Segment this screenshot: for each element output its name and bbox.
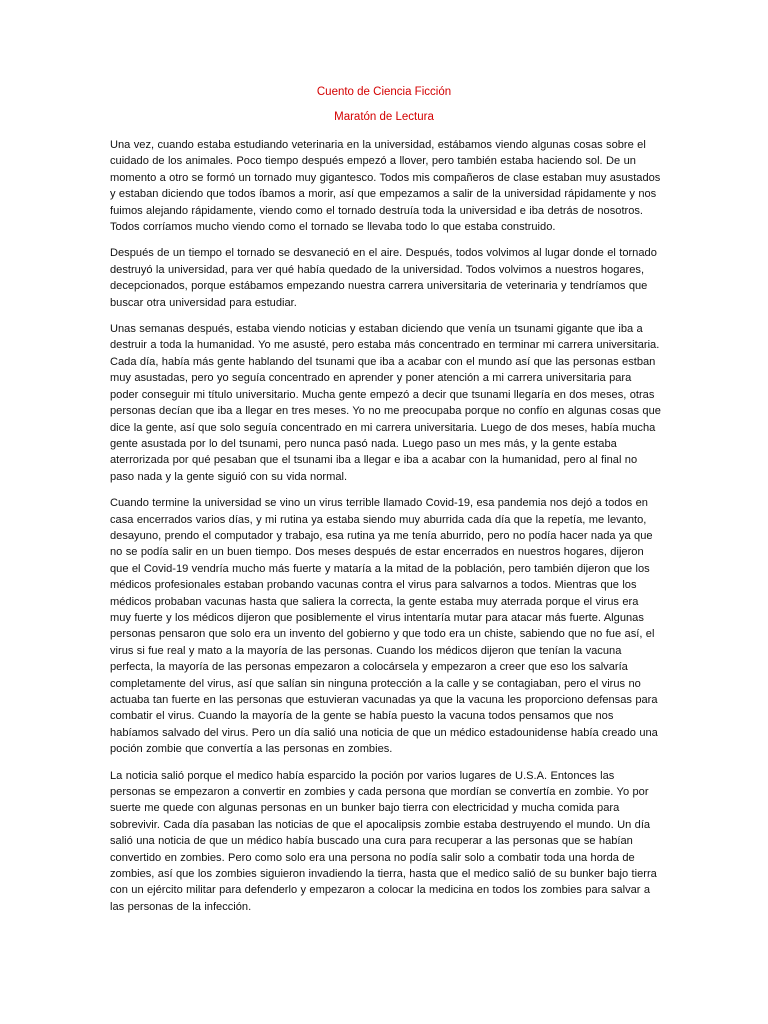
paragraph-2: Después de un tiempo el tornado se desvaneció en el aire. Después, todos volvimos al lugar donde el tornado destruyó la universidad, para ver qué había quedado de la universidad. Todos volvimos a nuestros hogares, decepcionados, porque estábamos empezando nuestra carrera universitaria de veterinaria y tendríamos que buscar otra universidad para estudiar. [110,247,657,309]
document-body [110,137,662,925]
document-subtitle: Maratón de Lectura [334,111,434,123]
document-subtitle-row [0,111,768,123]
paragraph-5: La noticia salió porque el medico había esparcido la poción por varios lugares de U.S.A. Entonces las personas se empezaron a convertir en zombies y cada persona que mordían se convertía en zombie. Yo por suerte me quede con algunas personas en un bunker bajo tierra con electricidad y mucha comida para sobrevivir. Cada día pasaban las noticias de que el apocalipsis zombie estaba destruyendo el mundo. Un día salió una noticia de que un médico había buscado una cura para recuperar a las personas que se habían convertido en zombies. Pero como solo era una persona no podía salir solo a combatir toda una horda de zombies, así que los zombies siguieron invadiendo la tierra, hasta que el medico salió de su bunker bajo tierra con un ejército militar para defenderlo y empezaron a colocar la medicina en todos los zombies para salvar a las personas de la infección. [110,769,657,913]
paragraph-4: Cuando termine la universidad se vino un virus terrible llamado Covid-19, esa pandemia nos dejó a todos en casa encerrados varios días, y mi rutina ya estaba siendo muy aburrida cada día que la repetía, me levanto, desayuno, prendo el computador y trabajo, esa rutina ya me tenía aburrido, pero no podía hacer nada ya que no se podía salir en un buen tiempo. Dos meses después de estar encerrados en nuestros hogares, dijeron que el Covid-19 vendría mucho más fuerte y mataría a la mitad de la población, pero también dijeron que los médicos profesionales estaban probando vacunas contra el virus para salvarnos a todos. Mientras que los médicos probaban vacunas hasta que saliera la correcta, la gente estaba muy aterrada porque el virus era muy fuerte y los médicos dijeron que posiblemente el virus intentaría mutar para atacar más fuerte. Algunas personas pensaron que solo era un invento del gobierno y que todo era un chiste, sabiendo que no fue así, el virus si fue real y mato a la mayoría de las personas. Cuando los médicos dijeron que tenían la vacuna perfecta, la mayoría de las personas empezaron a colocársela y empezaron a creer que eso los salvaría completamente del virus, así que salían sin ninguna protección a la calle y se contagiaban, pero el virus no actuaba tan fuerte en las personas que estuvieran vacunadas ya que la vacuna les proporciono defensas para combatir el virus. Cuando la mayoría de la gente se había puesto la vacuna todos pensamos que nos habíamos salvado del virus. Pero un día salió una noticia de que un médico estadounidense había creado una poción zombie que convertía a las personas en zombies. [110,497,658,756]
paragraph-3: Unas semanas después, estaba viendo noticias y estaban diciendo que venía un tsunami gigante que iba a destruir a toda la humanidad. Yo me asusté, pero estaba más concentrado en terminar mi carrera universitaria. Cada día, había más gente hablando del tsunami que iba a acabar con el mundo así que las personas estban muy asustadas, pero yo seguía concentrado en aprender y poner atención a mi carrera universitaria para poder conseguir mi título universitario. Mucha gente empezó a decir que tsunami llegaría en dos meses, otras personas decían que iba a llegar en tres meses. Yo no me preocupaba porque no confío en algunas cosas que dice la gente, así que solo seguía concentrado en mi carrera universitaria. Luego de dos meses, había mucha gente asustada por lo del tsunami, pero nunca pasó nada. Luego paso un mes más, y la gente estaba aterrorizada por qué pesaban que el tsunami iba a llegar e iba a acabar con la humanidad, pero al final no paso nada y la gente siguió con su vida normal. [110,323,661,483]
document-title-row [0,86,768,98]
paragraph-1: Una vez, cuando estaba estudiando veterinaria en la universidad, estábamos viendo algunas cosas sobre el cuidado de los animales. Poco tiempo después empezó a llover, pero también estaba haciendo sol. De un momento a otro se formó un tornado muy gigantesco. Todos mis compañeros de clase estaban muy asustados y estaban diciendo que todos íbamos a morir, así que empezamos a salir de la universidad rápidamente y nos fuimos alejando rápidamente, viendo como el tornado destruía toda la universidad e iba detrás de nosotros. Todos corríamos mucho viendo como el tornado se llevaba todo lo que estaba construido. [110,139,661,234]
document-title: Cuento de Ciencia Ficción [316,86,452,98]
